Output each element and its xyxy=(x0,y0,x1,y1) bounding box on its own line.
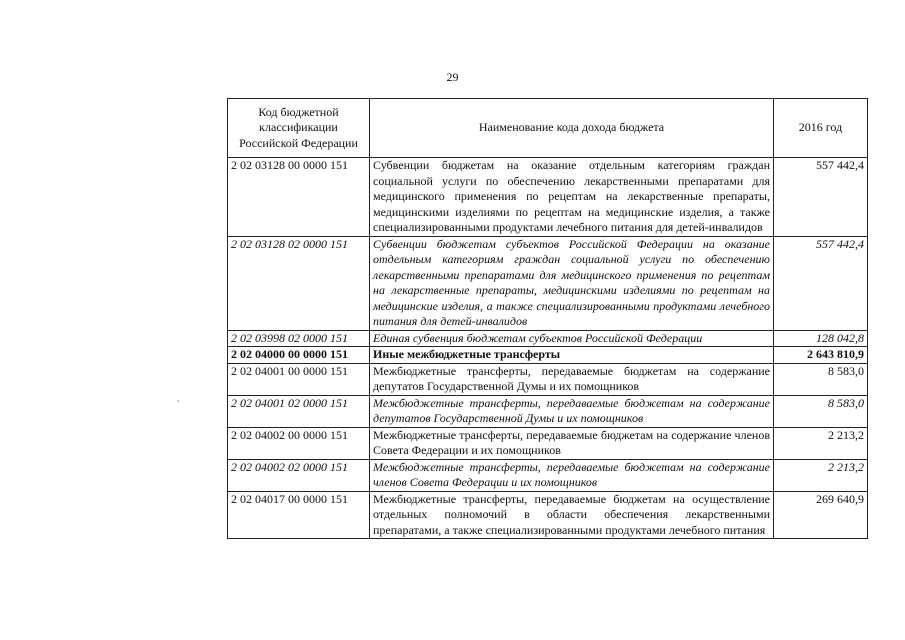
row-code: 2 02 03998 02 0000 151 xyxy=(228,330,370,347)
row-name: Межбюджетные трансферты, передаваемые бюджетам на содержание членов Совета Федерации и их помощников xyxy=(370,459,774,491)
row-name: Межбюджетные трансферты, передаваемые бюджетам на осуществление отдельных полномочий в области обеспечения лекарственными препаратами, а также специализированными продуктами лечебного питания xyxy=(370,491,774,539)
row-name: Субвенции бюджетам на оказание отдельным категориям граждан социальной услуги по обеспечению лекарственными препаратами для медицинского применения по рецептам на лекарственные препараты, медицинскими изделиями по рецептам на медицинские изделия, а также специализированными продуктами лечебного питания для детей-инвалидов xyxy=(370,158,774,237)
table-row xyxy=(228,236,868,330)
row-code: 2 02 04002 00 0000 151 xyxy=(228,427,370,459)
row-code: 2 02 04000 00 0000 151 xyxy=(228,347,370,364)
table-row xyxy=(228,491,868,539)
row-code: 2 02 03128 02 0000 151 xyxy=(228,236,370,330)
scan-speck xyxy=(177,400,179,402)
table-row xyxy=(228,459,868,491)
header-name: Наименование кода дохода бюджета xyxy=(370,99,774,158)
row-amount: 557 442,4 xyxy=(774,158,868,237)
page-number: 29 xyxy=(446,70,459,84)
header-year: 2016 год xyxy=(774,99,868,158)
row-amount: 2 213,2 xyxy=(774,459,868,491)
row-name: Иные межбюджетные трансферты xyxy=(370,347,774,364)
row-name: Единая субвенция бюджетам субъектов Российской Федерации xyxy=(370,330,774,347)
header-code-line: Код бюджетной xyxy=(258,104,339,119)
header-code-line: Российской Федерации xyxy=(239,135,358,150)
table-header-row xyxy=(228,99,868,158)
table-row xyxy=(228,347,868,364)
row-amount: 128 042,8 xyxy=(774,330,868,347)
row-name: Межбюджетные трансферты, передаваемые бюджетам на содержание членов Совета Федерации и их помощников xyxy=(370,427,774,459)
row-amount: 557 442,4 xyxy=(774,236,868,330)
row-code: 2 02 04002 02 0000 151 xyxy=(228,459,370,491)
table-row xyxy=(228,158,868,237)
row-name: Субвенции бюджетам субъектов Российской Федерации на оказание отдельным категориям граждан социальной услуги по обеспечению лекарственными препаратами для медицинского применения по рецептам на лекарственные препараты, медицинскими изделиями по рецептам на медицинские изделия, а также специализированными продуктами лечебного питания для детей-инвалидов xyxy=(370,236,774,330)
row-code: 2 02 03128 00 0000 151 xyxy=(228,158,370,237)
budget-income-table xyxy=(227,98,868,539)
row-amount: 8 583,0 xyxy=(774,395,868,427)
row-code: 2 02 04001 02 0000 151 xyxy=(228,395,370,427)
table-row xyxy=(228,395,868,427)
row-code: 2 02 04017 00 0000 151 xyxy=(228,491,370,539)
row-code: 2 02 04001 00 0000 151 xyxy=(228,363,370,395)
row-amount: 2 213,2 xyxy=(774,427,868,459)
row-name: Межбюджетные трансферты, передаваемые бюджетам на содержание депутатов Государственной Думы и их помощников xyxy=(370,363,774,395)
table-row xyxy=(228,363,868,395)
row-amount: 8 583,0 xyxy=(774,363,868,395)
table-row xyxy=(228,330,868,347)
row-amount: 2 643 810,9 xyxy=(774,347,868,364)
table-row xyxy=(228,427,868,459)
row-name: Межбюджетные трансферты, передаваемые бюджетам на содержание депутатов Государственной Думы и их помощников xyxy=(370,395,774,427)
row-amount: 269 640,9 xyxy=(774,491,868,539)
header-code xyxy=(228,99,370,158)
header-code-line: классификации xyxy=(259,120,338,135)
